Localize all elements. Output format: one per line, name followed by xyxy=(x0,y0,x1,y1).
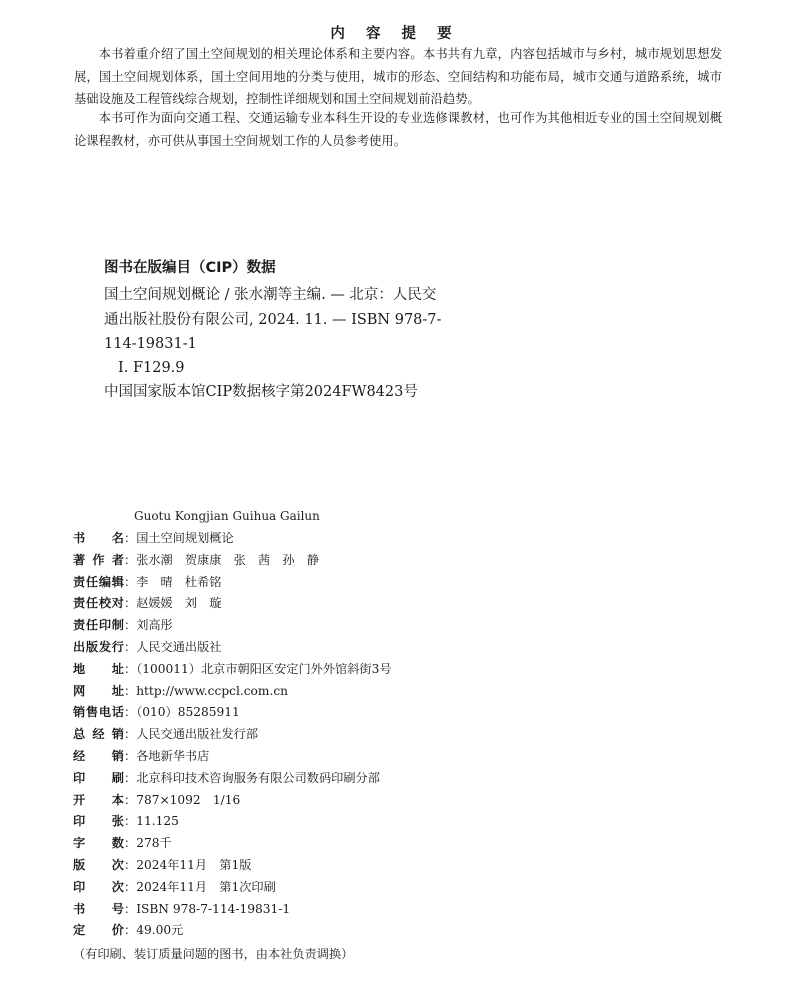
colophon-label: 责任编辑 xyxy=(73,574,124,589)
colophon-colon: ： xyxy=(124,683,137,698)
colophon-value: 787×1092 1/16 xyxy=(136,792,241,807)
colophon-colon: ： xyxy=(124,661,137,676)
colophon-label: 书号 xyxy=(73,901,124,916)
cip-classification: Ⅰ. F129.9 xyxy=(118,360,185,376)
colophon-label: 责任校对 xyxy=(73,596,124,611)
summary-heading: 内 容 提 要 xyxy=(330,26,460,42)
cip-title: 图书在版编目（CIP）数据 xyxy=(104,260,276,276)
colophon-label: 地址 xyxy=(73,661,124,676)
replacement-note: （有印刷、装订质量问题的图书，由本社负责调换） xyxy=(73,947,354,961)
colophon-row xyxy=(73,746,392,768)
colophon-row xyxy=(73,572,392,594)
colophon-colon: ： xyxy=(124,639,137,654)
colophon-row xyxy=(73,920,392,942)
colophon-label: 总经销 xyxy=(73,727,124,742)
colophon-value: 2024年11月 第1版 xyxy=(136,857,252,872)
colophon-colon: ： xyxy=(124,857,137,872)
colophon-row xyxy=(73,724,392,746)
summary-paragraph: 本书可作为面向交通工程、交通运输专业本科生开设的专业选修课教材，也可作为其他相近专业的国土空间规划概论课程教材，亦可供从事国土空间规划工作的人员参考使用。 xyxy=(74,111,722,148)
colophon-row xyxy=(73,615,392,637)
colophon-label: 责任印制 xyxy=(73,618,124,633)
colophon-label: 字数 xyxy=(73,836,124,851)
colophon-label: 网址 xyxy=(73,683,124,698)
colophon-value: 2024年11月 第1次印刷 xyxy=(136,879,276,894)
colophon-colon: ： xyxy=(124,705,137,720)
colophon-value: 赵媛媛 刘 璇 xyxy=(136,596,222,611)
colophon-colon: ： xyxy=(124,748,137,763)
colophon-value: 刘高彤 xyxy=(136,618,173,633)
colophon-colon: ： xyxy=(124,770,137,785)
colophon-label: 印张 xyxy=(73,814,124,829)
colophon-row xyxy=(73,681,392,703)
colophon-row xyxy=(73,811,392,833)
colophon-colon: ： xyxy=(124,814,137,829)
colophon-row xyxy=(73,528,392,550)
colophon-value: 人民交通出版社 xyxy=(136,639,222,654)
colophon-row xyxy=(73,855,392,877)
colophon-value: 11.125 xyxy=(136,814,179,829)
colophon-colon: ： xyxy=(124,792,137,807)
colophon-label: 定价 xyxy=(73,923,124,938)
colophon-value: 各地新华书店 xyxy=(136,748,210,763)
colophon-value: 李 晴 杜希铭 xyxy=(136,574,222,589)
colophon-value: ISBN 978-7-114-19831-1 xyxy=(136,901,291,916)
colophon-colon: ： xyxy=(124,574,137,589)
pinyin-title: Guotu Kongjian Guihua Gailun xyxy=(134,509,320,523)
colophon-colon: ： xyxy=(124,531,137,545)
cip-record: 国土空间规划概论 / 张水潮等主编. — 北京：人民交通出版社股份有限公司, 2024. 11. — ISBN 978-7-114-19831-1 xyxy=(104,287,442,352)
colophon-value: 国土空间规划概论 xyxy=(136,531,234,545)
colophon-list xyxy=(73,528,392,942)
colophon-colon: ： xyxy=(124,901,137,916)
colophon-value: 278千 xyxy=(136,836,172,851)
colophon-colon: ： xyxy=(124,727,137,742)
colophon-value: 张水潮 贺康康 张 茜 孙 静 xyxy=(136,552,319,567)
colophon-row xyxy=(73,899,392,921)
colophon-value: （010）85285911 xyxy=(136,705,240,720)
colophon-colon: ： xyxy=(124,552,137,567)
colophon-colon: ： xyxy=(124,879,137,894)
colophon-value: 北京科印技术咨询服务有限公司数码印刷分部 xyxy=(136,770,380,785)
colophon-label: 经销 xyxy=(73,748,124,763)
colophon-row xyxy=(73,659,392,681)
colophon-value: 49.00元 xyxy=(136,923,184,938)
colophon-label: 销售电话 xyxy=(73,705,124,720)
summary-paragraph: 本书着重介绍了国土空间规划的相关理论体系和主要内容。本书共有九章，内容包括城市与乡村，城市规划思想发展，国土空间规划体系，国土空间用地的分类与使用，城市的形态、空间结构和功能布局，城市交通与道路系统，城市基础设施及工程管线综合规划，控制性详细规划和国土空间规划前沿趋势。 xyxy=(74,47,722,106)
website-link[interactable]: http://www.ccpcl.com.cn xyxy=(136,683,288,698)
colophon-label: 版次 xyxy=(73,857,124,872)
colophon-row xyxy=(73,637,392,659)
colophon-row xyxy=(73,593,392,615)
colophon-label: 书名 xyxy=(73,531,124,545)
colophon-label: 著作者 xyxy=(73,552,124,567)
colophon-colon: ： xyxy=(124,836,137,851)
colophon-value: 人民交通出版社发行部 xyxy=(136,727,259,742)
colophon-colon: ： xyxy=(124,923,137,938)
colophon-label: 印刷 xyxy=(73,770,124,785)
colophon-label: 出版发行 xyxy=(73,639,124,654)
colophon-row xyxy=(73,550,392,572)
colophon-row xyxy=(73,790,392,812)
colophon-colon: ： xyxy=(124,618,137,633)
colophon-row xyxy=(73,833,392,855)
colophon-row xyxy=(73,877,392,899)
colophon-label: 印次 xyxy=(73,879,124,894)
colophon-row xyxy=(73,768,392,790)
colophon-row xyxy=(73,702,392,724)
colophon-label: 开本 xyxy=(73,792,124,807)
colophon-colon: ： xyxy=(124,596,137,611)
cip-verification-number: 中国国家版本馆CIP数据核字第2024FW8423号 xyxy=(104,384,418,400)
colophon-value: （100011）北京市朝阳区安定门外外馆斜街3号 xyxy=(136,661,392,676)
